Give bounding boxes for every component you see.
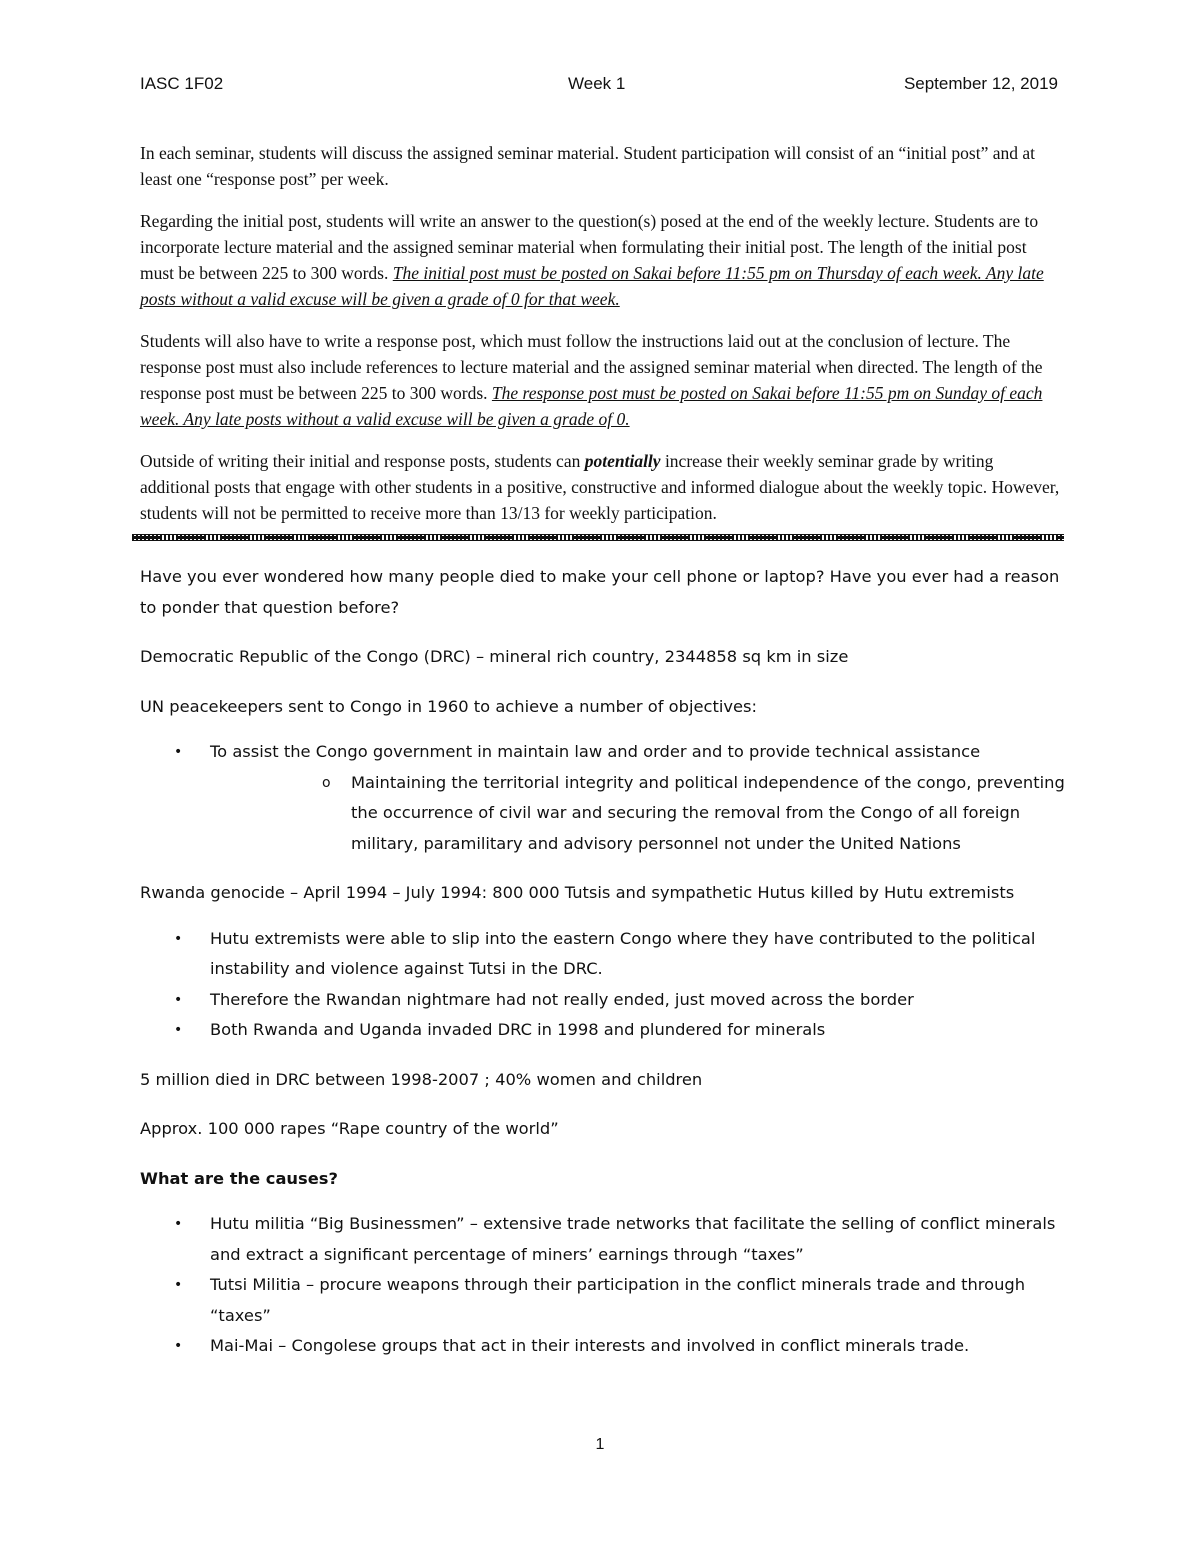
sub-bullet-icon: o xyxy=(322,774,331,791)
causes-list xyxy=(140,1209,1070,1362)
list-item xyxy=(140,1209,1070,1270)
list-item-text: Mai-Mai – Congolese groups that act in their interests and involved in conflict minerals trade. xyxy=(210,1336,970,1355)
bullet-icon: • xyxy=(174,1022,183,1038)
list-item-text: Hutu militia “Big Businessmen” – extensive trade networks that facilitate the selling of conflict minerals and extract a significant percentage of miners’ earnings through “taxes” xyxy=(210,1214,1056,1264)
un-sub-list xyxy=(210,768,1070,860)
additional-posts-text-post: increase their weekly seminar grade by writing additional posts that engage with other students in a positive, constructive and informed dialogue about the weekly topic. However, students will not be permitted to receive more than 13/13 for weekly participation. xyxy=(140,451,1060,523)
list-item-text: Hutu extremists were able to slip into the eastern Congo where they have contributed to the political instability and violence against Tutsi in the DRC. xyxy=(210,928,1036,978)
list-item xyxy=(140,737,1070,859)
list-item xyxy=(140,985,1070,1016)
rapes-note: Approx. 100 000 rapes “Rape country of the world” xyxy=(140,1119,559,1138)
page-number: 1 xyxy=(595,1436,605,1453)
bullet-icon: • xyxy=(174,1277,183,1293)
list-item xyxy=(210,768,1070,860)
potentially-emphasis: potentially xyxy=(584,451,661,471)
bullet-icon: • xyxy=(174,991,183,1008)
list-item xyxy=(140,1270,1070,1331)
lecture-notes xyxy=(140,562,1070,1381)
header-week: Week 1 xyxy=(568,74,626,93)
rwanda-note: Rwanda genocide – April 1994 – July 1994: 800 000 Tutsis and sympathetic Hutus killed by Hutu extremists xyxy=(140,883,1015,902)
list-item-text: Therefore the Rwandan nightmare had not really ended, just moved across the border xyxy=(210,989,914,1009)
response-post-text: Students will also have to write a response post, which must follow the instructions laid out at the conclusion of lecture. The response post must also include references to lecture material and the assigned seminar material when directed. The length of the response post must be between 225 to 300 words. xyxy=(140,331,1043,403)
bullet-icon: • xyxy=(174,930,183,947)
section-divider-dash xyxy=(132,536,1064,539)
list-item xyxy=(140,924,1070,985)
un-objectives-list xyxy=(140,737,1070,859)
rwanda-list xyxy=(140,924,1070,1046)
instructions-paragraph-4 xyxy=(140,448,1060,526)
instructions-paragraph-1: In each seminar, students will discuss the assigned seminar material. Student participation will consist of an “initial post” and at least one “response post” per week. xyxy=(140,143,1035,189)
initial-post-deadline: The initial post must be posted on Sakai before 11:55 pm on Thursday of each week. Any late posts without a valid excuse will be given a grade of 0 for that week. xyxy=(140,263,1044,309)
additional-posts-text-pre: Outside of writing their initial and response posts, students can xyxy=(140,451,585,471)
instructions-paragraph-2 xyxy=(140,208,1060,312)
instructions-paragraph-3 xyxy=(140,328,1060,432)
list-item xyxy=(140,1015,1070,1046)
header-course-code: IASC 1F02 xyxy=(140,74,224,93)
list-item-text: Both Rwanda and Uganda invaded DRC in 1998 and plundered for minerals xyxy=(210,1020,826,1039)
seminar-instructions xyxy=(140,140,1060,542)
initial-post-text: Regarding the initial post, students will write an answer to the question(s) posed at the end of the weekly lecture. Students are to incorporate lecture material and the assigned seminar material when formulating their initial post. The length of the initial post must be between 225 to 300 words. xyxy=(140,211,1039,283)
deaths-note: 5 million died in DRC between 1998-2007 ; 40% women and children xyxy=(140,1069,703,1089)
causes-heading: What are the causes? xyxy=(140,1168,338,1188)
header-date: September 12, 2019 xyxy=(903,74,1058,93)
response-post-deadline: The response post must be posted on Sakai before 11:55 pm on Sunday of each week. Any late posts without a valid excuse will be given a grade of 0. xyxy=(140,383,1043,429)
bullet-icon: • xyxy=(174,744,183,760)
list-item-text: Tutsi Militia – procure weapons through their participation in the conflict minerals trade and through “taxes” xyxy=(210,1275,1026,1325)
bullet-icon: • xyxy=(174,1338,183,1354)
un-note: UN peacekeepers sent to Congo in 1960 to achieve a number of objectives: xyxy=(140,696,757,716)
opening-question: Have you ever wondered how many people died to make your cell phone or laptop? Have you ever had a reason to ponder that question before? xyxy=(140,567,1060,617)
drc-note: Democratic Republic of the Congo (DRC) – mineral rich country, 2344858 sq km in size xyxy=(140,647,849,666)
list-item-text: To assist the Congo government in maintain law and order and to provide technical assistance xyxy=(210,742,981,761)
bullet-icon: • xyxy=(174,1216,183,1232)
list-item-text: Maintaining the territorial integrity and political independence of the congo, preventing the occurrence of civil war and securing the removal from the Congo of all foreign military, paramilitary and advisory personnel not under the United Nations xyxy=(351,772,1065,853)
list-item xyxy=(140,1331,1070,1362)
